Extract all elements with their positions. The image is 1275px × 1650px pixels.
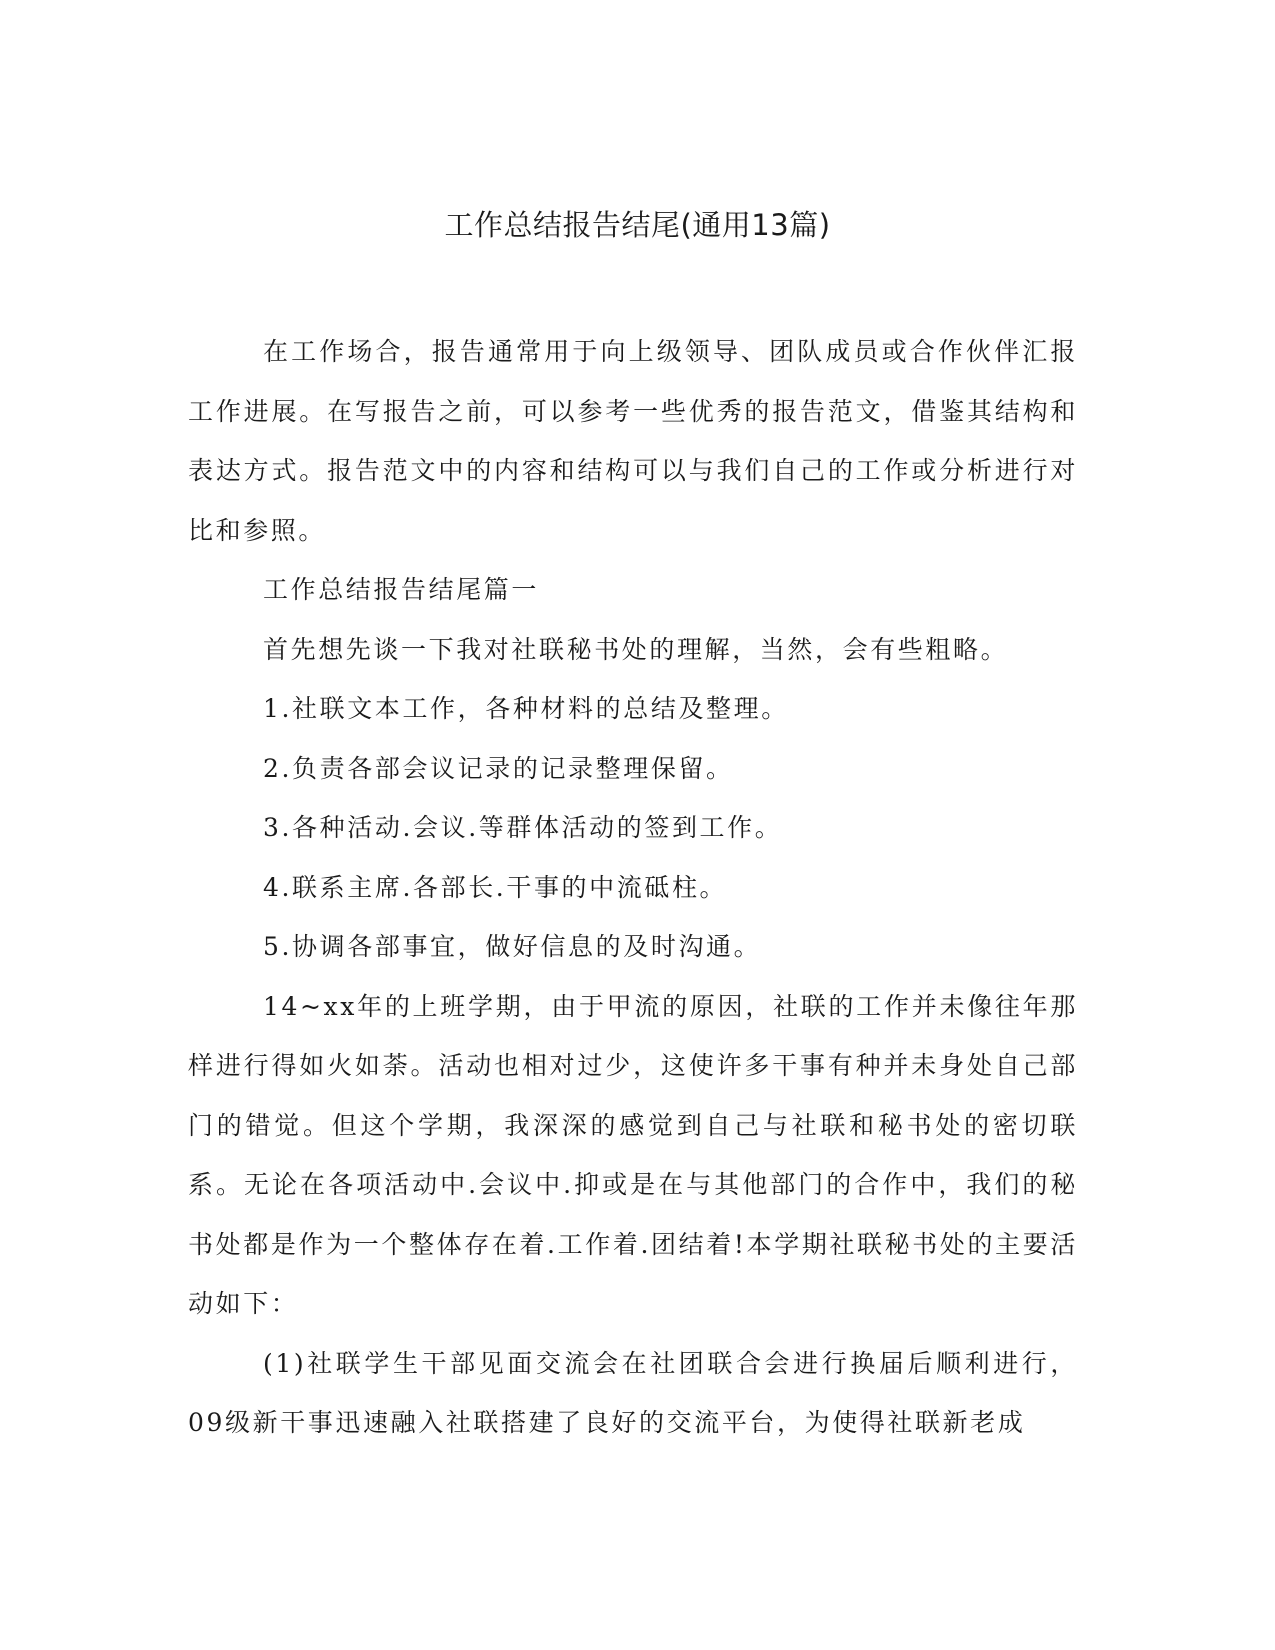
document-title: 工作总结报告结尾(通用13篇) [444, 208, 831, 242]
list-item: 2.负责各部会议记录的记录整理保留。 [263, 753, 734, 783]
body-paragraph: 首先想先谈一下我对社联秘书处的理解，当然，会有些粗略。 [263, 634, 1009, 664]
body-paragraph: (1)社联学生干部见面交流会在社团联合会进行换届后顺利进行，09级新干事迅速融入社联搭建了良好的交流平台，为使得社联新老成 [188, 1348, 1078, 1437]
list-item: 3.各种活动.会议.等群体活动的签到工作。 [263, 813, 783, 842]
document-body [188, 322, 1078, 1453]
list-item: 5.协调各部事宜，做好信息的及时沟通。 [263, 932, 762, 961]
intro-paragraph: 在工作场合，报告通常用于向上级领导、团队成员或合作伙伴汇报工作进展。在写报告之前，可以参考一些优秀的报告范文，借鉴其结构和表达方式。报告范文中的内容和结构可以与我们自己的工作或分析进行对比和参照。 [188, 337, 1078, 545]
body-paragraph: 14~xx年的上班学期，由于甲流的原因，社联的工作并未像往年那样进行得如火如荼。活动也相对过少，这使许多干事有种并未身处自己部门的错觉。但这个学期，我深深的感觉到自己与社联和秘书处的密切联系。无论在各项活动中.会议中.抑或是在与其他部门的合作中，我们的秘书处都是作为一个整体存在着.工作着.团结着!本学期社联秘书处的主要活动如下： [188, 991, 1078, 1318]
section-heading: 工作总结报告结尾篇一 [263, 575, 540, 604]
list-item: 4.联系主席.各部长.干事的中流砥柱。 [263, 872, 728, 902]
list-item: 1.社联文本工作，各种材料的总结及整理。 [263, 694, 789, 723]
